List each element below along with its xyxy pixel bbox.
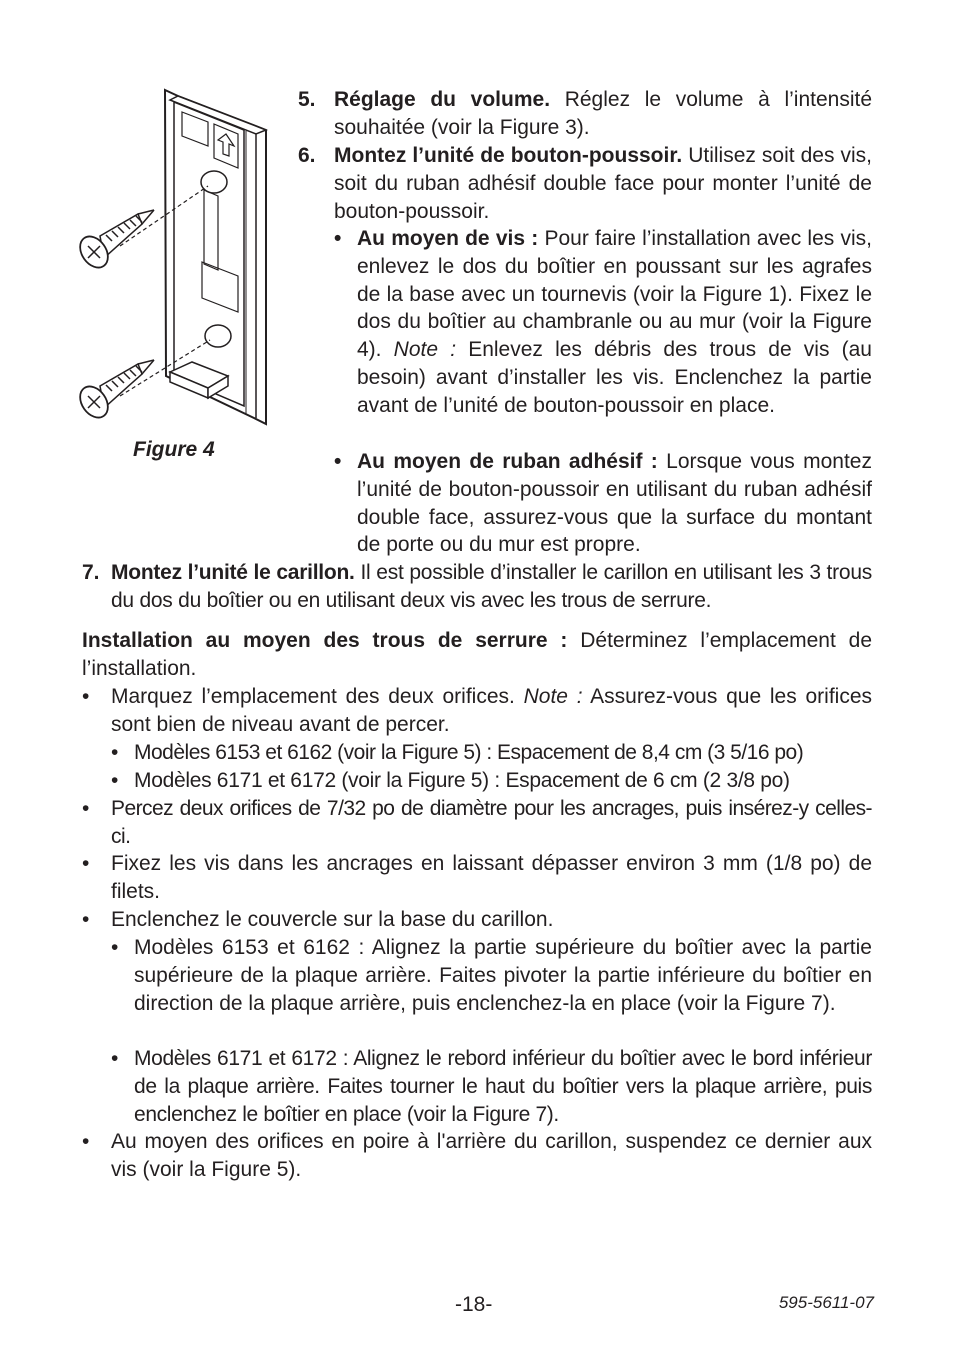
step-6-paragraph	[334, 142, 872, 225]
step-number: 6.	[298, 144, 316, 167]
keyhole-bullet-drill: Percez deux orifices de 7/32 po de diamètre pour les ancrages, puis insérez-y celles-ci.	[111, 797, 872, 848]
step-6-title: Montez l’unité de bouton-poussoir.	[334, 144, 683, 167]
figure-4-illustration	[78, 86, 278, 426]
note-label: Note :	[523, 685, 583, 708]
step-6-bullet-screws	[357, 225, 872, 420]
keyhole-intro	[82, 627, 872, 683]
bullet-text: Assurez-vous que les orifices sont bien de niveau avant de percer.	[111, 685, 872, 736]
keyhole-sub-spacing-1: Modèles 6153 et 6162 (voir la Figure 5) : Espacement de 8,4 cm (3 5/16 po)	[134, 741, 804, 764]
step-5-text: Réglez le volume à l’intensité souhaitée (voir la Figure 3).	[334, 88, 873, 139]
keyhole-bullet-cover: Enclenchez le couvercle sur la base du carillon.	[111, 908, 554, 931]
bullet-icon: •	[82, 908, 90, 931]
bullet-text: Pour faire l’installation avec les vis, enlevez le dos du boîtier en poussant sur les agrafes de la base avec un tournevis (voir la Figure 1). Fixez le dos du boîtier au chambranle ou au mur (voir la Figure 4).	[357, 227, 872, 362]
keyhole-bullet-mark	[111, 683, 872, 739]
keyhole-bullet-hang: Au moyen des orifices en poire à l'arrière du carillon, suspendez ce dernier aux vis (voir la Figure 5).	[111, 1130, 872, 1181]
bullet-icon: •	[82, 685, 90, 708]
step-5-title: Réglage du volume.	[334, 88, 551, 111]
step-5-paragraph	[334, 86, 872, 142]
bullet-title: Au moyen de ruban adhésif :	[357, 450, 658, 473]
bullet-text: Lorsque vous montez l’unité de bouton-poussoir en utilisant du ruban adhésif double face, assurez-vous que la surface du montant de porte ou du mur est propre.	[357, 450, 872, 557]
keyhole-text: Déterminez l’emplacement de l’installation.	[82, 629, 873, 680]
bullet-title: Au moyen de vis :	[357, 227, 539, 250]
figure-caption: Figure 4	[133, 438, 215, 461]
bullet-text: Enlevez les débris des trous de vis (au besoin) avant d’installer les vis. Enclenchez la partie avant de l’unité de bouton-poussoir en place.	[357, 338, 872, 417]
keyhole-sub-6171: Modèles 6171 et 6172 : Alignez le rebord inférieur du boîtier avec le bord inférieur de la plaque arrière. Faites tourner le haut du boîtier vers la plaque arrière, puis enclenchez le boîtier en place (voir la Figure 7).	[134, 1047, 872, 1126]
bullet-icon: •	[82, 852, 90, 875]
bullet-icon: •	[111, 769, 119, 792]
bullet-icon: •	[334, 227, 342, 250]
screw-icon	[78, 210, 154, 273]
step-number: 7.	[82, 561, 100, 584]
keyhole-sub-6153: Modèles 6153 et 6162 : Alignez la partie supérieure du boîtier avec la partie supérieure de la plaque arrière. Faites pivoter la partie inférieure du boîtier en direction de la plaque arrière, puis enclenchez-la en place (voir la Figure 7).	[134, 936, 872, 1015]
bullet-text: Marquez l’emplacement des deux orifices.	[111, 685, 524, 708]
note-label: Note :	[393, 338, 457, 362]
page-number: -18-	[455, 1293, 493, 1316]
keyhole-title: Installation au moyen des trous de serrure :	[82, 629, 568, 652]
keyhole-sub-spacing-2: Modèles 6171 et 6172 (voir la Figure 5) : Espacement de 6 cm (2 3/8 po)	[134, 769, 790, 792]
step-7-text: Il est possible d’installer le carillon en utilisant les 3 trous du dos du boîtier ou en utilisant deux vis avec les trous de serrure.	[111, 561, 872, 612]
bullet-icon: •	[111, 1047, 119, 1070]
bullet-icon: •	[111, 741, 119, 764]
step-number: 5.	[298, 88, 316, 111]
step-7-paragraph	[111, 559, 872, 615]
wall-bracket-illustration	[78, 86, 278, 426]
bullet-icon: •	[82, 797, 90, 820]
step-7-title: Montez l’unité le carillon.	[111, 561, 355, 584]
document-code: 595-5611-07	[778, 1293, 874, 1312]
screw-icon	[78, 360, 154, 423]
step-6-bullet-tape	[357, 448, 872, 559]
bullet-icon: •	[111, 936, 119, 959]
keyhole-bullet-screws: Fixez les vis dans les ancrages en laissant dépasser environ 3 mm (1/8 po) de filets.	[111, 852, 872, 903]
bullet-icon: •	[334, 450, 342, 473]
bullet-icon: •	[82, 1130, 90, 1153]
step-6-text: Utilisez soit des vis, soit du ruban adhésif double face pour monter l’unité de bouton-poussoir.	[334, 144, 872, 223]
